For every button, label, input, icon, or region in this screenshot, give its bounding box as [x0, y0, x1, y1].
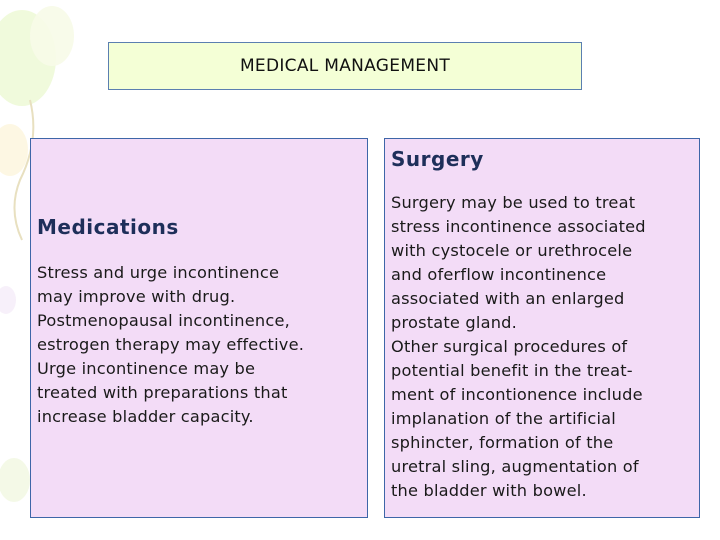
balloon-shape — [0, 458, 30, 502]
page-title: MEDICAL MANAGEMENT — [239, 56, 451, 76]
balloon-shape — [0, 10, 56, 106]
balloon-shape — [30, 6, 74, 66]
medications-heading: Medications — [37, 215, 179, 239]
balloon-shape — [0, 286, 16, 314]
surgery-panel — [384, 138, 700, 518]
surgery-heading: Surgery — [391, 147, 484, 171]
balloon-shape — [0, 124, 28, 176]
surgery-text: Surgery may be used to treat stress incontinence associated with cystocele or urethrocele and oferflow incontinence associated with an enlarged prostate gland. Other surgical procedures of potential benefit in the treat- ment of incontionence include implanation of the artificial sphincter, formation of the uretral sling, augmentation of the bladder with bowel. — [391, 193, 646, 500]
medications-panel — [30, 138, 368, 518]
medications-text: Stress and urge incontinence may improve with drug. Postmenopausal incontinence, estrogen therapy may effective. Urge incontinence may be treated with preparations that increase bladder capacity. — [37, 263, 305, 426]
title-box — [108, 42, 582, 90]
